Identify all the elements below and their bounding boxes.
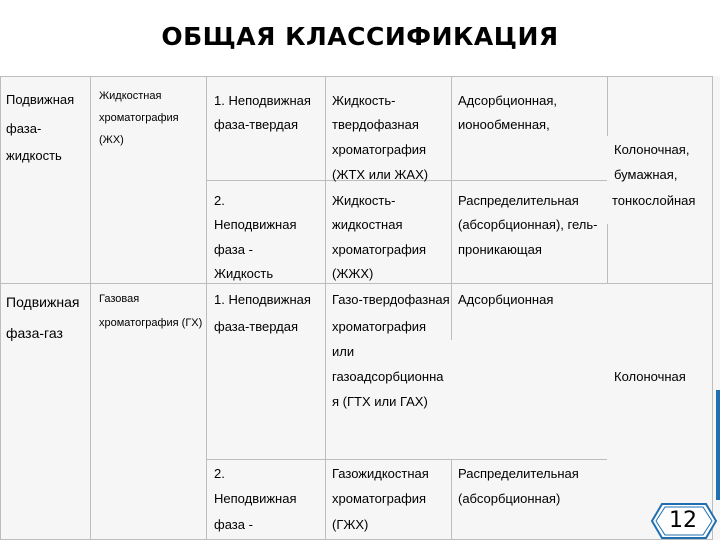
gas-sub2-name-line-3: (ГЖХ): [332, 517, 369, 532]
liquid-phase-line-1: Подвижная: [6, 92, 75, 107]
slide-title: ОБЩАЯ КЛАССИФИКАЦИЯ: [161, 22, 559, 51]
gas-sub2-stationary-line-2: Неподвижная: [214, 491, 297, 506]
liquid-sub2-mechanism-line-2: (абсорбционная), гель-: [458, 217, 598, 232]
page-number: 12: [669, 508, 697, 533]
liquid-sub2-stationary-line-2: Неподвижная: [214, 217, 297, 232]
liquid-sub2-mechanism-line-3: проникающая: [458, 242, 542, 257]
gas-sub1-name-line-5: я (ГТХ или ГАХ): [332, 394, 428, 409]
liquid-sub1-stationary-line-1: 1. Неподвижная: [214, 93, 311, 108]
liquid-sub2-name-line-2: жидкостная: [332, 217, 403, 232]
gas-sub1-name-line-1: Газо-твердофазная: [332, 292, 450, 307]
gas-sub2-stationary-line-3: фаза -: [214, 517, 253, 532]
gas-sub1-stationary-line-1: 1. Неподвижная: [214, 292, 311, 307]
liquid-sub2-stationary-line-3: фаза -: [214, 242, 253, 257]
liquid-technique-line-3: тонкослойная: [612, 193, 696, 208]
gas-sub1-name-line-4: газоадсорбционна: [332, 369, 444, 384]
gas-sub2-mechanism-line-2: (абсорбционная): [458, 491, 561, 506]
gas-sub1-mechanism-line-1: Адсорбционная: [458, 292, 554, 307]
liquid-sub2-mechanism-line-1: Распределительная: [458, 193, 579, 208]
liquid-sub2-name-line-4: (ЖЖХ): [332, 266, 374, 281]
liquid-sub1-name-line-1: Жидкость-: [332, 93, 396, 108]
liquid-sub1-mechanism-line-1: Адсорбционная,: [458, 93, 557, 108]
gas-sub2-name-line-1: Газожидкостная: [332, 466, 429, 481]
liquid-technique-line-2: бумажная,: [614, 167, 678, 182]
liquid-sub1-name-line-3: хроматография: [332, 142, 427, 157]
gas-technique-line-1: Колоночная: [614, 369, 686, 384]
liquid-method-line-2: хроматография: [99, 112, 179, 124]
liquid-phase-line-2: фаза-: [6, 121, 42, 136]
liquid-sub1-name-line-2: твердофазная: [332, 117, 419, 132]
liquid-sub1-mechanism-line-2: ионообменная,: [458, 117, 550, 132]
liquid-sub1-stationary-line-2: фаза-твердая: [214, 117, 299, 132]
liquid-sub2-stationary-line-1: 2.: [214, 193, 225, 208]
gas-phase-line-1: Подвижная: [6, 294, 80, 310]
liquid-method-line-3: (ЖХ): [99, 134, 124, 146]
liquid-sub2-stationary-line-4: Жидкость: [214, 266, 274, 281]
liquid-technique-line-1: Колоночная,: [614, 142, 690, 157]
liquid-method-line-1: Жидкостная: [99, 90, 162, 102]
classification-table: [0, 76, 720, 540]
gas-sub1-stationary-line-2: фаза-твердая: [214, 319, 299, 334]
slide-edge-accent: [716, 390, 720, 500]
gas-sub2-stationary-line-1: 2.: [214, 466, 225, 481]
gas-sub2-mechanism-line-1: Распределительная: [458, 466, 579, 481]
liquid-sub1-name-line-4: (ЖТХ или ЖАХ): [332, 167, 429, 182]
liquid-phase-line-3: жидкость: [6, 148, 62, 163]
gas-sub1-name-line-3: или: [332, 344, 355, 359]
gas-sub2-name-line-2: хроматография: [332, 491, 427, 506]
gas-phase-line-2: фаза-газ: [6, 325, 63, 341]
liquid-sub2-name-line-1: Жидкость-: [332, 193, 396, 208]
liquid-sub2-name-line-3: хроматография: [332, 242, 427, 257]
gas-method-line-1: Газовая: [99, 293, 140, 305]
gas-method-line-2: хроматография (ГХ): [99, 317, 203, 329]
gas-sub1-name-line-2: хроматография: [332, 319, 427, 334]
